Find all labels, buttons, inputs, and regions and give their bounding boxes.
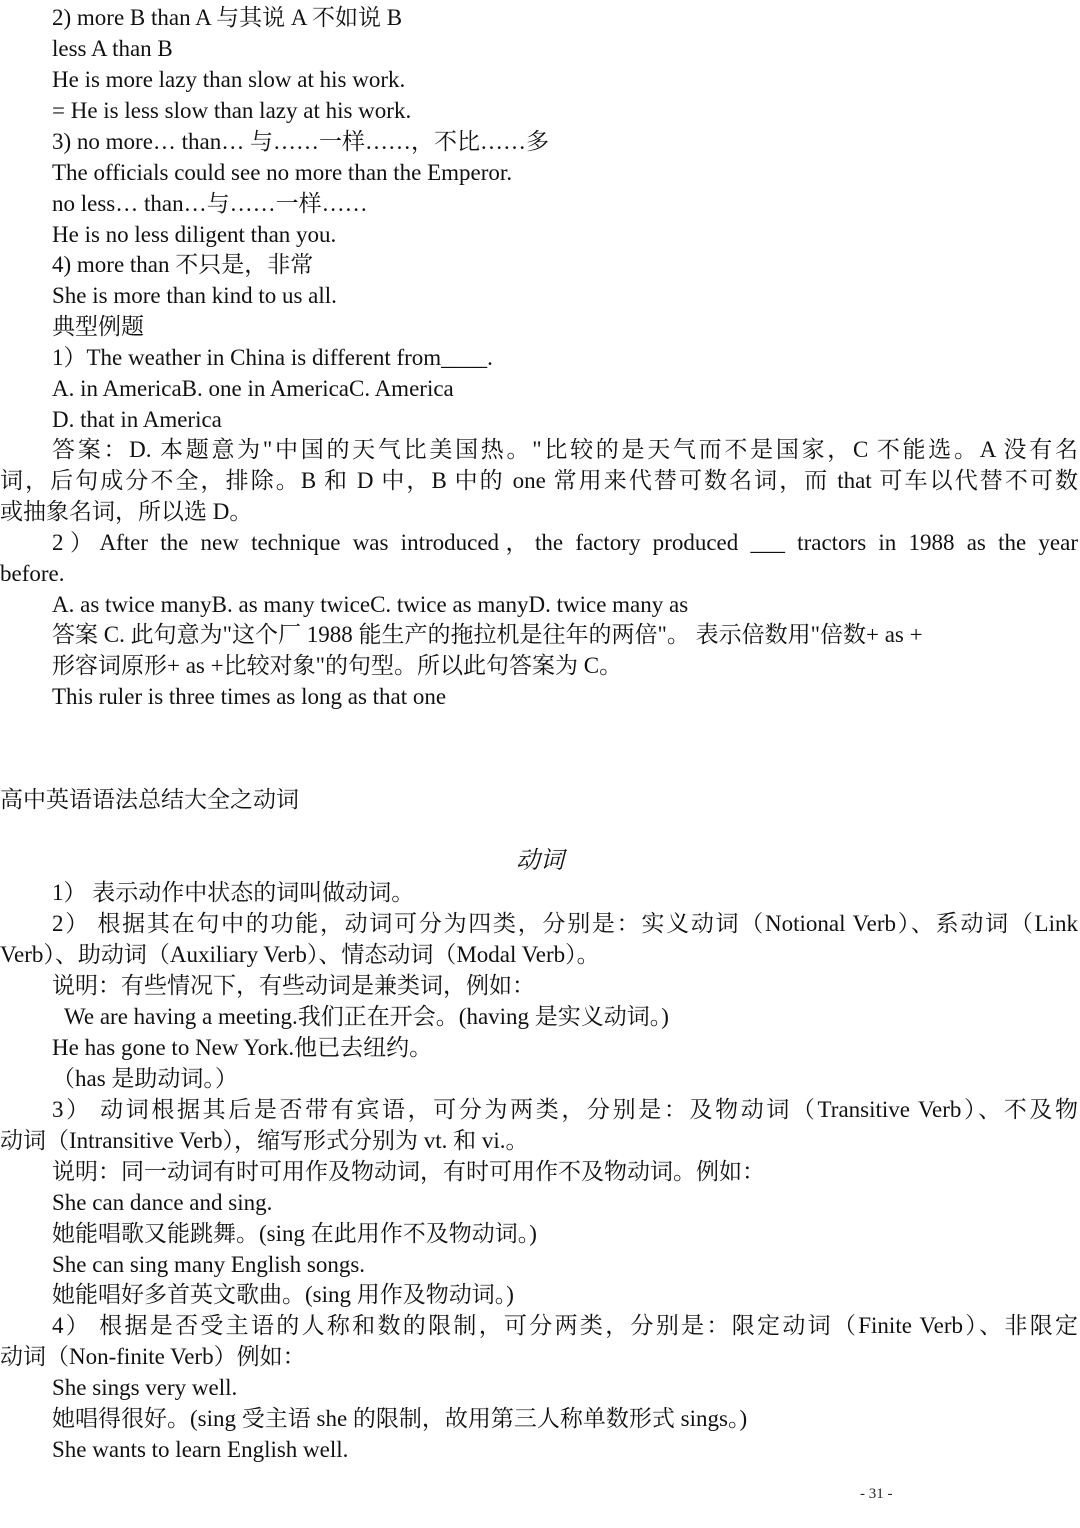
text-line: This ruler is three times as long as that one — [52, 684, 447, 709]
text-line: 说明：同一动词有时可用作及物动词，有时可用作不及物动词。例如： — [52, 1159, 765, 1184]
text-line: 2) more B than A 与其说 A 不如说 B — [52, 5, 403, 30]
text-line: 典型例题 — [52, 314, 144, 339]
text-line: We are having a meeting.我们正在开会。(having 是实义动词。) — [64, 1004, 669, 1029]
text-line: = He is less slow than lazy at his work. — [52, 98, 412, 123]
text-line: She wants to learn English well. — [52, 1437, 349, 1462]
section-heading: 高中英语语法总结大全之动词 — [0, 787, 299, 813]
text-line: She can sing many English songs. — [52, 1252, 366, 1277]
text-line: 2） 根据其在句中的功能，动词可分为四类，分别是：实义动词（Notional Verb）、系动词（Link — [52, 911, 1078, 936]
text-line: 她能唱好多首英文歌曲。(sing 用作及物动词。) — [52, 1282, 514, 1307]
page-number: - 31 - — [860, 1486, 893, 1502]
text-line: 3) no more… than… 与……一样……，不比……多 — [52, 129, 550, 154]
text-line: D. that in America — [52, 407, 222, 432]
text-line: She sings very well. — [52, 1375, 238, 1400]
text-line: 她能唱歌又能跳舞。(sing 在此用作不及物动词。) — [52, 1221, 537, 1246]
text-line: 或抽象名词，所以选 D。 — [0, 499, 253, 524]
text-line: The officials could see no more than the Emperor. — [52, 160, 513, 185]
text-line: before. — [0, 561, 65, 586]
text-line: 答案：D. 本题意为"中国的天气比美国热。"比较的是天气而不是国家，C 不能选。A 没有名 — [52, 437, 1078, 462]
text-line: 词，后句成分不全，排除。B 和 D 中，B 中的 one 常用来代替可数名词，而 that 可车以代替不可数 — [0, 468, 1078, 493]
text-line: He is more lazy than slow at his work. — [52, 67, 406, 92]
text-line: 3） 动词根据其后是否带有宾语，可分为两类，分别是：及物动词（Transitive Verb）、不及物 — [52, 1097, 1078, 1122]
text-line: 2）After the new technique was introduced，the factory produced ___ tractors in 1988 as the year — [52, 530, 1078, 555]
text-line: A. as twice manyB. as many twiceC. twice as manyD. twice many as — [52, 592, 689, 617]
text-line: 1）The weather in China is different from____. — [52, 345, 493, 370]
text-line: She can dance and sing. — [52, 1190, 273, 1215]
text-line: He is no less diligent than you. — [52, 222, 337, 247]
text-line: 她唱得很好。(sing 受主语 she 的限制，故用第三人称单数形式 sings。) — [52, 1406, 748, 1431]
text-line: 动词（Intransitive Verb），缩写形式分别为 vt. 和 vi.。 — [0, 1128, 529, 1153]
text-line: 动词（Non-finite Verb）例如： — [0, 1344, 306, 1369]
text-line: 4) more than 不只是，非常 — [52, 252, 314, 277]
text-line: 形容词原形+ as +比较对象"的句型。所以此句答案为 C。 — [52, 653, 623, 678]
text-line: less A than B — [52, 36, 173, 61]
text-line: （has 是助动词。） — [52, 1066, 238, 1091]
text-line: He has gone to New York.他已去纽约。 — [52, 1035, 433, 1060]
text-line: 1） 表示动作中状态的词叫做动词。 — [52, 880, 415, 905]
text-line: no less… than…与……一样…… — [52, 191, 368, 216]
text-line: She is more than kind to us all. — [52, 283, 337, 308]
text-line: Verb）、助动词（Auxiliary Verb）、情态动词（Modal Verb）。 — [0, 942, 600, 967]
text-line: 答案 C. 此句意为"这个厂 1988 能生产的拖拉机是往年的两倍"。 表示倍数用"倍数+ as + — [52, 622, 923, 647]
text-line: 4） 根据是否受主语的人称和数的限制，可分两类，分别是：限定动词（Finite Verb）、非限定 — [52, 1313, 1078, 1338]
text-line: 说明：有些情况下，有些动词是兼类词，例如： — [52, 973, 535, 998]
text-line: A. in AmericaB. one in AmericaC. America — [52, 376, 454, 401]
section-title: 动词 — [516, 848, 564, 874]
